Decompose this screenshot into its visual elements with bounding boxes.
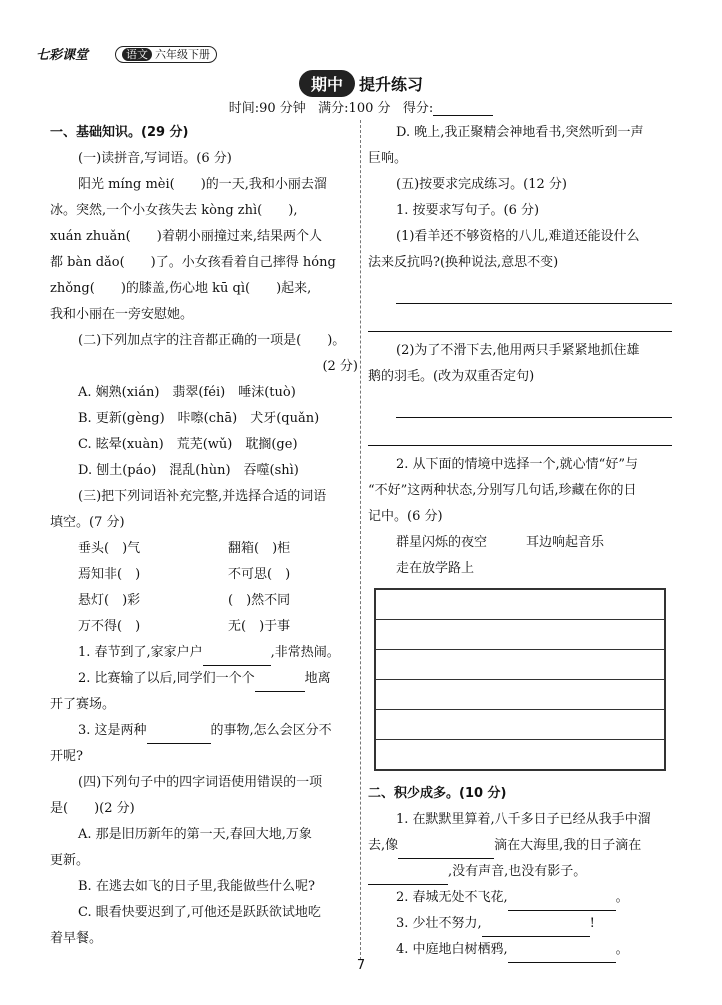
q4-option-a-cont: 更新。 — [50, 853, 90, 868]
p1-text: 滴在大海里,我的日子滴在 — [494, 838, 642, 853]
q3-word-row — [50, 536, 358, 562]
fill-3-tail: 的事物,怎么会区分不 — [210, 723, 332, 738]
section-2-heading: 二、积少成多。(10 分) — [368, 786, 507, 801]
subject-grade-badge — [115, 46, 217, 63]
p2 — [368, 885, 672, 911]
q1-line: 都 bàn dǎo( )了。小女孩看着自己摔得 hóng — [50, 255, 336, 270]
got-label: 得分: — [402, 101, 434, 116]
q2-score: (2 分) — [322, 359, 358, 374]
fill-3-cont: 开呢? — [50, 749, 83, 764]
title-text: 提升练习 — [359, 75, 424, 94]
p2-text: 2. 春城无处不飞花, — [396, 890, 508, 905]
scene-option[interactable]: 群星闪烁的夜空 — [396, 535, 488, 550]
idiom[interactable]: 翻箱( )柜 — [228, 541, 291, 556]
q5-sub2-cont: “不好”这两种状态,分别写几句话,珍藏在你的日 — [368, 483, 637, 498]
fill-1-blank[interactable] — [203, 650, 271, 666]
fill-3-blank[interactable] — [147, 728, 211, 744]
answer-line[interactable] — [368, 418, 672, 446]
fill-3 — [50, 718, 358, 744]
q4-option-d-cont: 巨响。 — [368, 151, 408, 166]
fill-2-cont: 开了赛场。 — [50, 697, 116, 712]
idiom[interactable]: 悬灯( )彩 — [78, 593, 141, 608]
q1-line: xuán zhuǎn( )着朝小丽撞过来,结果两个人 — [50, 229, 322, 244]
column-divider — [360, 120, 361, 960]
p2-blank[interactable] — [508, 895, 616, 911]
fill-3-text: 3. 这是两种 — [78, 723, 147, 738]
q5-sub1-a-cont: 法来反抗吗?(换种说法,意思不变) — [368, 255, 559, 270]
p1-text: 去,像 — [368, 838, 399, 853]
q4-option-c[interactable]: C. 眼看快要迟到了,可他还是跃跃欲试地吃 — [78, 905, 321, 920]
writing-line[interactable] — [376, 620, 664, 650]
p4-end: 。 — [615, 942, 629, 957]
score-blank[interactable] — [433, 101, 493, 116]
p1: 1. 在默默里算着,八千多日子已经从我手中溜 — [396, 812, 651, 827]
idiom[interactable]: 焉知非( ) — [78, 567, 141, 582]
q1-line: zhǒng( )的膝盖,伤心地 kū qì( )起来, — [50, 281, 312, 296]
q5-sub1-a: (1)看羊还不够资格的八儿,难道还能设什么 — [396, 229, 640, 244]
q1-heading: (一)读拼音,写词语。(6 分) — [78, 151, 232, 166]
answer-line[interactable] — [396, 276, 672, 304]
fill-2-blank[interactable] — [255, 676, 305, 692]
q2-option-b[interactable]: B. 更新(gèng) 咔嚓(chā) 犬牙(quǎn) — [78, 411, 320, 426]
fill-1-text: 1. 春节到了,家家户户 — [78, 645, 203, 660]
q3-word-row — [50, 562, 358, 588]
p1-text: ,没有声音,也没有影子。 — [448, 864, 587, 879]
scene-option[interactable]: 走在放学路上 — [396, 561, 475, 576]
p3 — [368, 911, 672, 937]
writing-line[interactable] — [376, 680, 664, 710]
q3-word-row — [50, 614, 358, 640]
fill-2-text: 2. 比赛输了以后,同学们一个个 — [78, 671, 255, 686]
scene-options — [368, 530, 672, 556]
left-column — [50, 120, 358, 952]
writing-line[interactable] — [376, 740, 664, 769]
q5-heading: (五)按要求完成练习。(12 分) — [396, 177, 567, 192]
q4-heading-cont: 是( )(2 分) — [50, 801, 135, 816]
p1-cont — [368, 833, 672, 859]
p3-end: ! — [589, 916, 595, 931]
writing-line[interactable] — [376, 650, 664, 680]
exam-meta — [0, 97, 722, 116]
time-info: 时间:90 分钟 — [228, 101, 306, 116]
answer-line[interactable] — [396, 390, 672, 418]
right-column — [368, 120, 672, 963]
score-info: 满分:100 分 — [318, 101, 391, 116]
brand-logo: 七彩课堂 — [36, 48, 89, 63]
q2-option-a[interactable]: A. 娴熟(xián) 翡翠(féi) 唾沫(tuò) — [78, 385, 296, 400]
p2-end: 。 — [615, 890, 629, 905]
q3-word-row — [50, 588, 358, 614]
title-badge: 期中 — [299, 70, 355, 97]
q2-option-d[interactable]: D. 刨土(páo) 混乱(hùn) 吞噬(shì) — [78, 463, 299, 478]
writing-line[interactable] — [376, 710, 664, 740]
writing-line[interactable] — [376, 590, 664, 620]
q3-heading-cont: 填空。(7 分) — [50, 515, 125, 530]
page-number: 7 — [356, 958, 366, 973]
q5-sub1: 1. 按要求写句子。(6 分) — [396, 203, 540, 218]
p3-text: 3. 少壮不努力, — [396, 916, 482, 931]
q5-sub1-b: (2)为了不滑下去,他用两只手紧紧地抓住雄 — [396, 343, 640, 358]
scene-option[interactable]: 耳边响起音乐 — [526, 535, 605, 550]
idiom[interactable]: 无( )于事 — [228, 619, 291, 634]
p1-blank[interactable] — [368, 869, 448, 885]
q3-heading: (三)把下列词语补充完整,并选择合适的词语 — [78, 489, 327, 504]
fill-2-tail: 地离 — [304, 671, 331, 686]
q4-heading: (四)下列句子中的四字词语使用错误的一项 — [78, 775, 323, 790]
answer-line[interactable] — [368, 304, 672, 332]
q2-option-c[interactable]: C. 眩晕(xuàn) 荒芜(wǔ) 耽搁(ge) — [78, 437, 298, 452]
q4-option-a[interactable]: A. 那是旧历新年的第一天,春回大地,万象 — [78, 827, 312, 842]
fill-1-tail: ,非常热闹。 — [270, 645, 340, 660]
idiom[interactable]: 垂头( )气 — [78, 541, 141, 556]
q5-sub1-b-cont: 鹅的羽毛。(改为双重否定句) — [368, 369, 535, 384]
q4-option-b[interactable]: B. 在逃去如飞的日子里,我能做些什么呢? — [78, 879, 315, 894]
q2-heading: (二)下列加点字的注音都正确的一项是( )。 — [78, 333, 346, 348]
idiom[interactable]: ( )然不同 — [228, 593, 291, 608]
fill-1 — [50, 640, 358, 666]
writing-box[interactable] — [374, 588, 666, 771]
p4-text: 4. 中庭地白树栖鸦, — [396, 942, 508, 957]
q4-option-c-cont: 着早餐。 — [50, 931, 103, 946]
idiom[interactable]: 不可思( ) — [228, 567, 291, 582]
grade-label: 六年级下册 — [155, 48, 210, 61]
q5-sub2-cont: 记中。(6 分) — [368, 509, 443, 524]
q1-line: 冰。突然,一个小女孩失去 kòng zhì( ), — [50, 203, 298, 218]
q5-sub2: 2. 从下面的情境中选择一个,就心情“好”与 — [396, 457, 638, 472]
q4-option-d[interactable]: D. 晚上,我正聚精会神地看书,突然听到一声 — [396, 125, 644, 140]
fill-2 — [50, 666, 358, 692]
idiom[interactable]: 万不得( ) — [78, 619, 141, 634]
p1-cont — [368, 859, 672, 885]
q1-line: 阳光 míng mèi( )的一天,我和小丽去溜 — [78, 177, 327, 192]
p3-blank[interactable] — [482, 921, 590, 937]
subject-label: 语文 — [122, 48, 152, 61]
section-1-heading: 一、基础知识。(29 分) — [50, 125, 189, 140]
p1-blank[interactable] — [398, 843, 494, 859]
q1-line: 我和小丽在一旁安慰她。 — [50, 307, 194, 322]
page-title — [0, 70, 722, 97]
